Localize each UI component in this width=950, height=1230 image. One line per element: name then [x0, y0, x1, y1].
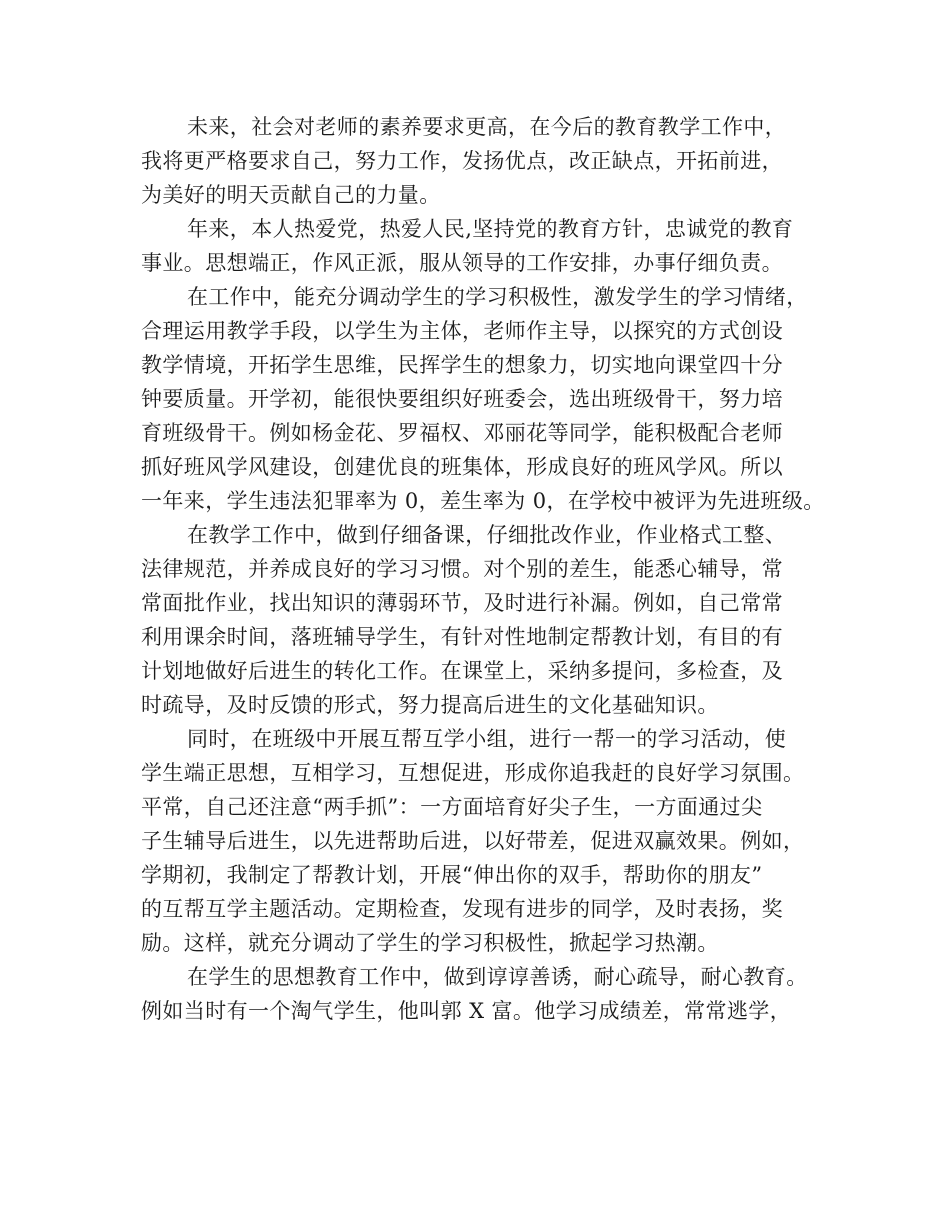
text-line: 年来，本人热爱党，热爱人民,坚持党的教育方针，忠诚党的教育: [187, 217, 794, 241]
paragraph-3: [0, 280, 950, 518]
text-line: 在教学工作中，做到仔细备课，仔细批改作业，作业格式工整、: [187, 523, 787, 547]
text-line: 教学情境，开拓学生思维，民挥学生的想象力，切实地向课堂四十分: [141, 353, 783, 377]
text-line: 合理运用教学手段，以学生为主体，老师作主导，以探究的方式创设: [141, 319, 783, 343]
paragraph-1: [0, 110, 950, 212]
text-line: 利用课余时间，落班辅导学生，有针对性地制定帮教计划，有目的有: [141, 625, 783, 649]
text-line: 例如当时有一个淘气学生，他叫郭 X 富。他学习成绩差，常常逃学，: [141, 999, 792, 1023]
body-text: [0, 110, 950, 1028]
text-line: 平常，自己还注意“两手抓”：一方面培育好尖子生，一方面通过尖: [141, 795, 763, 819]
text-line: 常面批作业，找出知识的薄弱环节，及时进行补漏。例如，自己常常: [141, 591, 783, 615]
text-line: 在工作中，能充分调动学生的学习积极性，激发学生的学习情绪，: [187, 285, 808, 309]
text-line: 计划地做好后进生的转化工作。在课堂上，采纳多提问，多检查，及: [141, 659, 783, 683]
text-line: 子生辅导后进生，以先进帮助后进，以好带差，促进双赢效果。例如，: [141, 829, 805, 853]
paragraph-5: [0, 722, 950, 960]
paragraph-4: [0, 518, 950, 722]
text-line: 抓好班风学风建设，创建优良的班集体，形成良好的班风学风。所以: [141, 455, 783, 479]
paragraph-6: [0, 960, 950, 1028]
text-line: 未来，社会对老师的素养要求更高，在今后的教育教学工作中，: [187, 115, 787, 139]
text-line: 育班级骨干。例如杨金花、罗福权、邓丽花等同学，能积极配合老师: [141, 421, 783, 445]
text-line: 我将更严格要求自己，努力工作，发扬优点，改正缺点，开拓前进，: [141, 149, 783, 173]
text-line: 钟要质量。开学初，能很快要组织好班委会，选出班级骨干，努力培: [141, 387, 783, 411]
text-line: 同时，在班级中开展互帮互学小组，进行一帮一的学习活动，使: [187, 727, 787, 751]
paragraph-2: [0, 212, 950, 280]
text-line: 学期初，我制定了帮教计划，开展“伸出你的双手，帮助你的朋友”: [141, 863, 763, 887]
text-line: 的互帮互学主题活动。定期检查，发现有进步的同学，及时表扬，奖: [141, 897, 783, 921]
text-line: 法律规范，并养成良好的学习习惯。对个别的差生，能悉心辅导，常: [141, 557, 783, 581]
text-line: 时疏导，及时反馈的形式，努力提高后进生的文化基础知识。: [141, 693, 719, 717]
text-line: 学生端正思想，互相学习，互想促进，形成你追我赶的良好学习氛围。: [141, 761, 805, 785]
text-line: 在学生的思想教育工作中，做到谆谆善诱，耐心疏导，耐心教育。: [187, 965, 808, 989]
text-line: 事业。思想端正，作风正派，服从领导的工作安排，办事仔细负责。: [141, 251, 783, 275]
text-line: 为美好的明天贡献自己的力量。: [141, 183, 441, 207]
text-line: 一年来，学生违法犯罪率为 0，差生率为 0，在学校中被评为先进班级。: [141, 489, 825, 513]
text-line: 励。这样，就充分调动了学生的学习积极性，掀起学习热潮。: [141, 931, 719, 955]
